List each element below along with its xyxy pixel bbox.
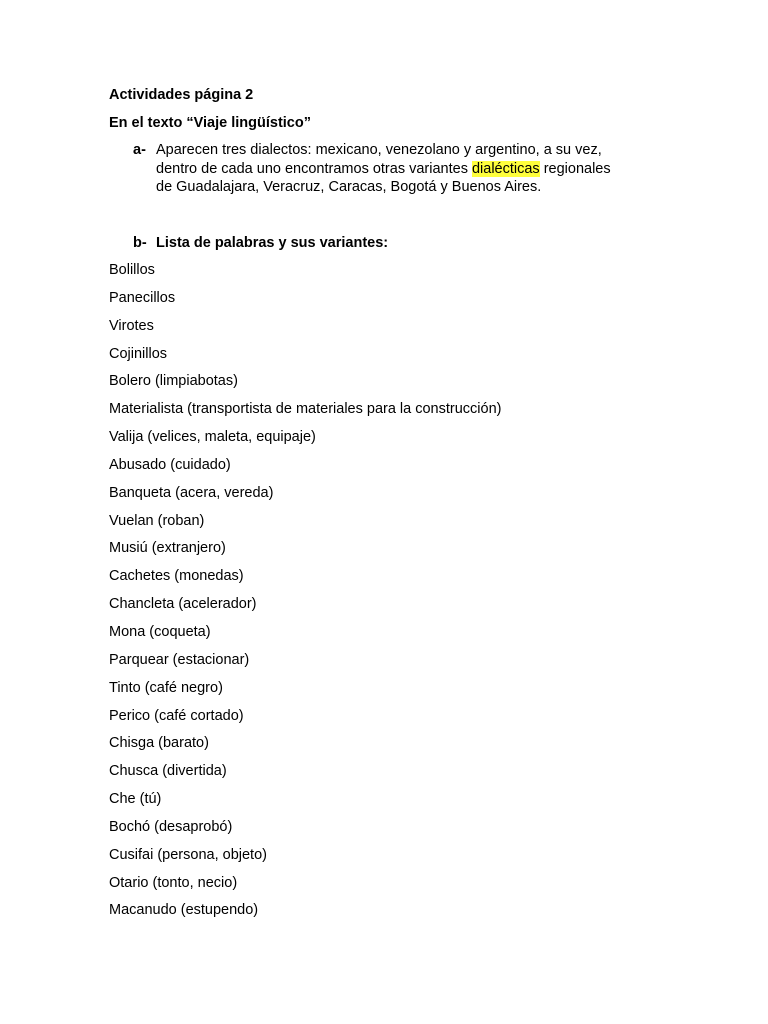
list-item: Chancleta (acelerador) xyxy=(109,596,257,613)
list-item: Vuelan (roban) xyxy=(109,512,205,529)
item-a-line-1: Aparecen tres dialectos: mexicano, venezolano y argentino, a su vez, xyxy=(156,142,602,158)
list-item: Banqueta (acera, vereda) xyxy=(109,484,274,501)
list-item: Chisga (barato) xyxy=(109,735,209,752)
list-item: Chusca (divertida) xyxy=(109,763,227,780)
list-item: Mona (coqueta) xyxy=(109,623,211,640)
list-item: Otario (tonto, necio) xyxy=(109,874,238,891)
list-item: Materialista (transportista de materiales para la construcción) xyxy=(109,401,502,418)
list-item: Bochó (desaprobó) xyxy=(109,818,233,835)
item-a-line-2-start: dentro de cada uno encontramos otras variantes xyxy=(156,160,472,177)
list-item: Tinto (café negro) xyxy=(109,679,223,696)
list-item: Bolillos xyxy=(109,262,155,278)
list-item: Abusado (cuidado) xyxy=(109,456,231,473)
list-item: Cojinillos xyxy=(109,345,168,362)
list-item: Parquear (estacionar) xyxy=(109,651,250,668)
item-b-heading: Lista de palabras y sus variantes: xyxy=(156,235,389,251)
item-a-line-2-end: regionales xyxy=(539,160,611,177)
list-item: Cachetes (monedas) xyxy=(109,568,244,585)
list-item: Virotes xyxy=(109,317,154,334)
list-item: Cusifai (persona, objeto) xyxy=(109,846,267,863)
list-item: Bolero (limpiabotas) xyxy=(109,373,238,390)
item-a-paragraph xyxy=(156,141,656,197)
item-a-line-3: de Guadalajara, Veracruz, Caracas, Bogotá y Buenos Aires. xyxy=(156,179,542,195)
word-list xyxy=(109,261,501,929)
item-a-marker: a- xyxy=(133,142,146,158)
item-b xyxy=(133,234,388,252)
text-reference-heading: En el texto “Viaje lingüístico” xyxy=(109,115,311,131)
list-item: Perico (café cortado) xyxy=(109,707,244,724)
page-title: Actividades página 2 xyxy=(109,87,254,103)
highlighted-word: dialécticas xyxy=(471,160,540,177)
list-item: Macanudo (estupendo) xyxy=(109,902,259,919)
list-item: Che (tú) xyxy=(109,791,162,808)
list-item: Panecillos xyxy=(109,289,176,306)
item-b-marker: b- xyxy=(133,235,147,251)
list-item: Musiú (extranjero) xyxy=(109,540,226,557)
item-a-line-2 xyxy=(156,160,656,179)
list-item: Valija (velices, maleta, equipaje) xyxy=(109,429,316,446)
